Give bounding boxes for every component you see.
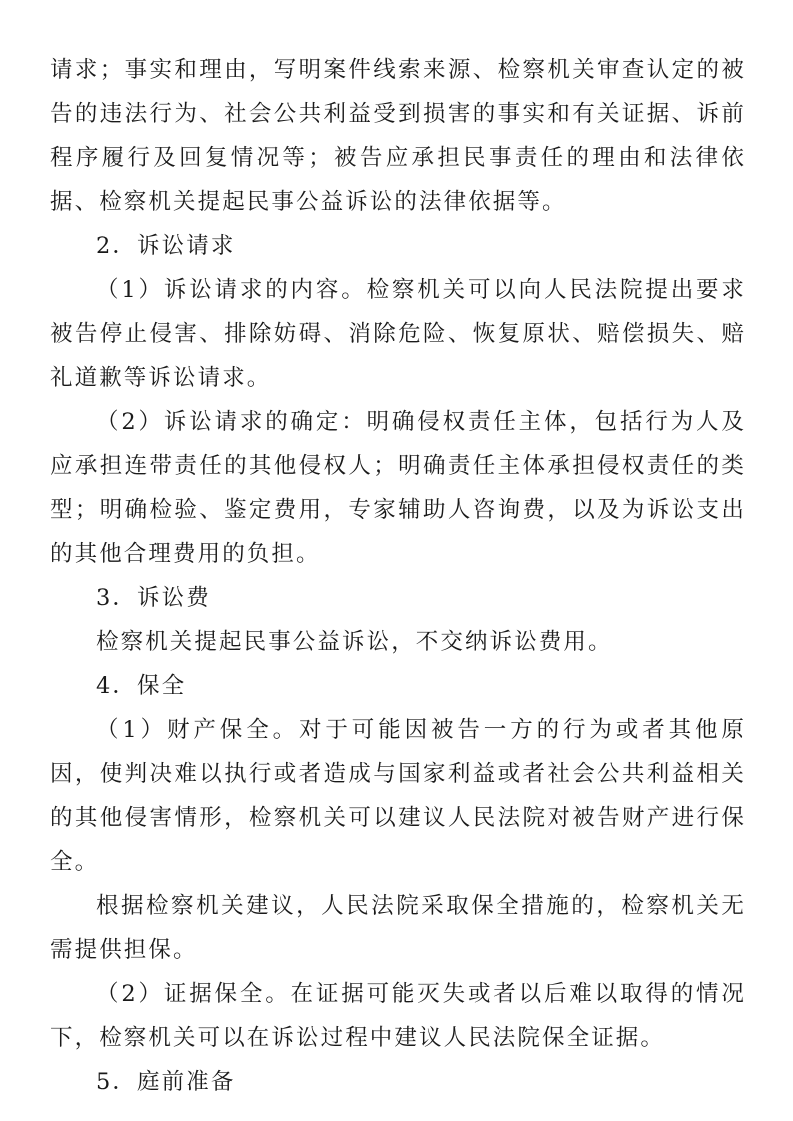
paragraph-claims-determination: （2）诉讼请求的确定：明确侵权责任主体，包括行为人及应承担连带责任的其他侵权人；明确责任主体承担侵权责任的类型；明确检验、鉴定费用，专家辅助人咨询费，以及为诉讼支出的其他合理费用的负担。 [50, 409, 746, 567]
heading-pretrial-preparation: 5．庭前准备 [96, 1069, 236, 1095]
paragraph-fees: 检察机关提起民事公益诉讼，不交纳诉讼费用。 [96, 629, 613, 655]
paragraph-claims-content: （1）诉讼请求的内容。检察机关可以向人民法院提出要求被告停止侵害、排除妨碍、消除危险、恢复原状、赔偿损失、赔礼道歉等诉讼请求。 [50, 277, 746, 391]
paragraph-claims-facts: 请求；事实和理由，写明案件线索来源、检察机关审查认定的被告的违法行为、社会公共利益受到损害的事实和有关证据、诉前程序履行及回复情况等；被告应承担民事责任的理由和法律依据、检察机关提起民事公益诉讼的法律依据等。 [50, 57, 746, 215]
paragraph-evidence-preservation: （2）证据保全。在证据可能灭失或者以后难以取得的情况下，检察机关可以在诉讼过程中建议人民法院保全证据。 [50, 981, 746, 1051]
paragraph-property-preservation: （1）财产保全。对于可能因被告一方的行为或者其他原因，使判决难以执行或者造成与国家利益或者社会公共利益相关的其他侵害情形，检察机关可以建议人民法院对被告财产进行保全。 [50, 717, 746, 875]
heading-preservation: 4．保全 [96, 673, 187, 699]
heading-litigation-claims: 2．诉讼请求 [96, 233, 236, 259]
document-page [50, 48, 746, 1104]
paragraph-no-guarantee: 根据检察机关建议，人民法院采取保全措施的，检察机关无需提供担保。 [50, 893, 746, 963]
heading-litigation-fees: 3．诉讼费 [96, 585, 211, 611]
